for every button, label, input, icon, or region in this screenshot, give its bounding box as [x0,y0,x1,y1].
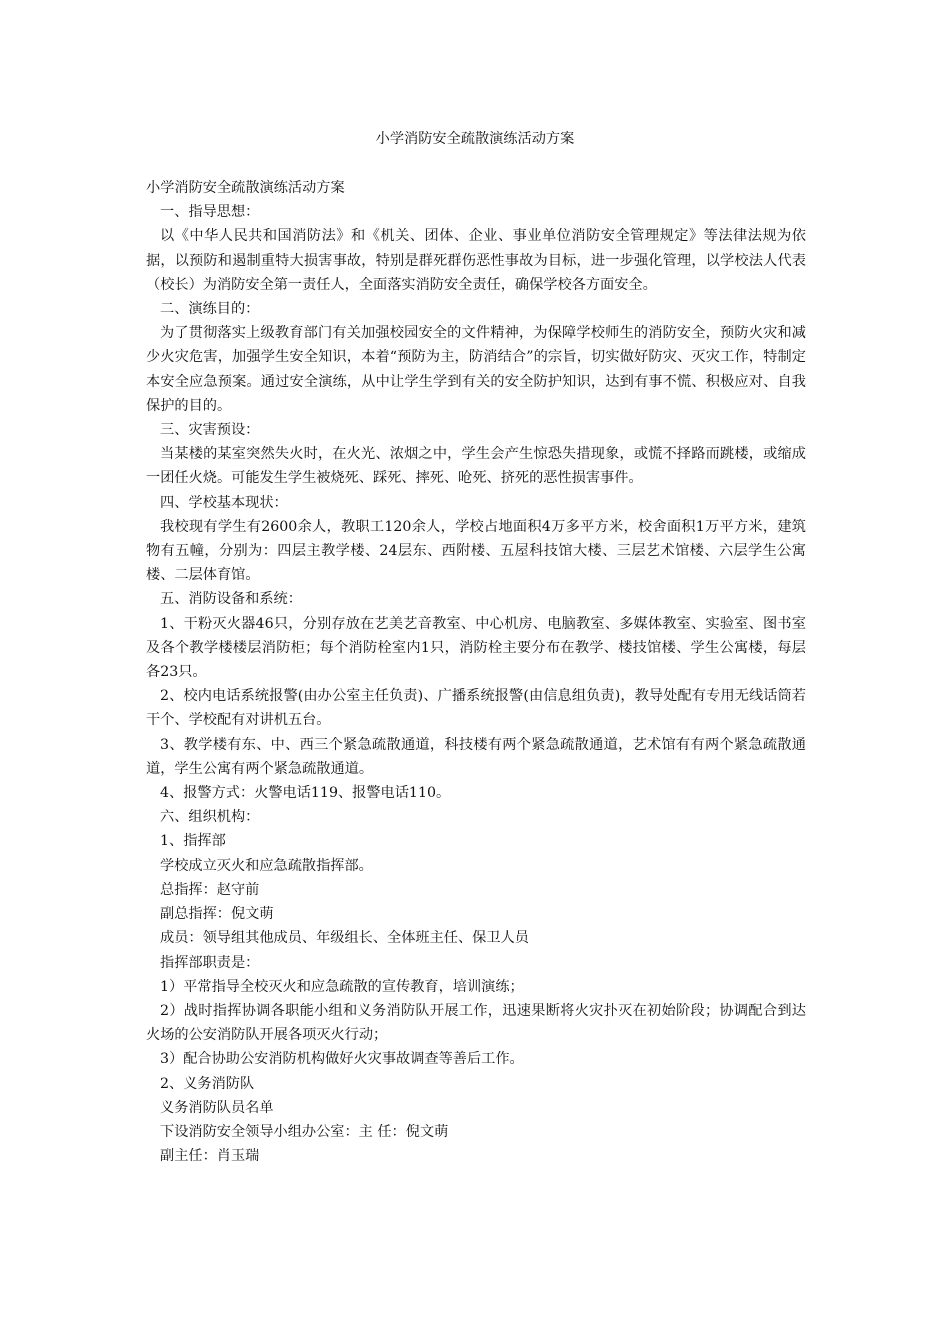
paragraph: 3、教学楼有东、中、西三个紧急疏散通道，科技楼有两个紧急疏散通道，艺术馆有有两个紧急疏散通道，学生公寓有两个紧急疏散通道。 [146,736,806,777]
subsection-heading: 2、义务消防队 [160,1075,255,1092]
paragraph: 义务消防队员名单 [160,1099,274,1116]
section-heading: 二、演练目的： [160,301,260,318]
subsection-heading: 1、指挥部 [160,833,226,850]
paragraph: 下设消防安全领导小组办公室：主 任：倪文萌 [160,1123,449,1140]
paragraph: 指挥部职责是： [160,954,260,971]
section-heading: 一、指导思想： [160,204,260,221]
paragraph: 以《中华人民共和国消防法》和《机关、团体、企业、事业单位消防安全管理规定》等法律法规为依据，以预防和遏制重特大损害事故，特别是群死群伤恶性事故为目标，进一步强化管理，以学校法人代表（校长）为消防安全第一责任人，全面落实消防安全责任，确保学校各方面安全。 [146,228,806,293]
paragraph: 副总指挥：倪文萌 [160,906,274,923]
paragraph: 我校现有学生有2600余人，教职工120余人，学校占地面积4万多平方米，校舍面积1万平方米，建筑物有五幢，分别为：四层主教学楼、24层东、西附楼、五屋科技馆大楼、三层艺术馆楼、六层学生公寓楼、二层体育馆。 [146,518,806,584]
list-item: 3）配合协助公安消防机构做好火灾事故调查等善后工作。 [160,1051,524,1068]
paragraph: 学校成立灭火和应急疏散指挥部。 [160,857,373,874]
paragraph: 2、校内电话系统报警(由办公室主任负责)、广播系统报警(由信息组负责)，教导处配有专用无线话筒若干个、学校配有对讲机五台。 [146,688,806,729]
section-heading: 三、灾害预设： [160,422,260,439]
paragraph: 4、报警方式：火警电话119、报警电话110。 [160,785,451,802]
document-title: 小学消防安全疏散演练活动方案 [375,131,575,147]
document-body [146,176,806,1168]
section-heading: 四、学校基本现状： [160,494,288,511]
paragraph: 为了贯彻落实上级教育部门有关加强校园安全的文件精神，为保障学校师生的消防安全，预防火灾和减少火灾危害，加强学生安全知识，本着“预防为主，防消结合”的宗旨，切实做好防灾、灭灾工作，特制定本安全应急预案。通过安全演练，从中让学生学到有关的安全防护知识，达到有事不慌、积极应对、自我保护的目的。 [146,325,806,414]
list-item: 1）平常指导全校灭火和应急疏散的宣传教育，培训演练； [160,978,524,995]
paragraph: 当某楼的某室突然失火时，在火光、浓烟之中，学生会产生惊恐失措现象，或慌不择路而跳楼，或缩成一团任火烧。可能发生学生被烧死、踩死、摔死、呛死、挤死的恶性损害事件。 [146,446,806,487]
paragraph: 成员：领导组其他成员、年级组长、全体班主任、保卫人员 [160,930,529,947]
list-item: 2）战时指挥协调各职能小组和义务消防队开展工作，迅速果断将火灾扑灭在初始阶段；协调配合到达火场的公安消防队开展各项灭火行动； [146,1002,806,1044]
paragraph: 小学消防安全疏散演练活动方案 [146,180,345,196]
paragraph: 1、干粉灭火器46只，分别存放在艺美艺音教室、中心机房、电脑教室、多媒体教室、实验室、图书室及各个教学楼楼层消防柜；每个消防栓室内1只，消防栓主要分布在教学、楼技馆楼、学生公寓楼，每层各23只。 [146,615,806,681]
paragraph: 副主任：肖玉瑞 [160,1148,260,1165]
paragraph: 总指挥：赵守前 [160,881,260,898]
section-heading: 六、组织机构： [160,809,260,826]
section-heading: 五、消防设备和系统： [160,591,302,608]
